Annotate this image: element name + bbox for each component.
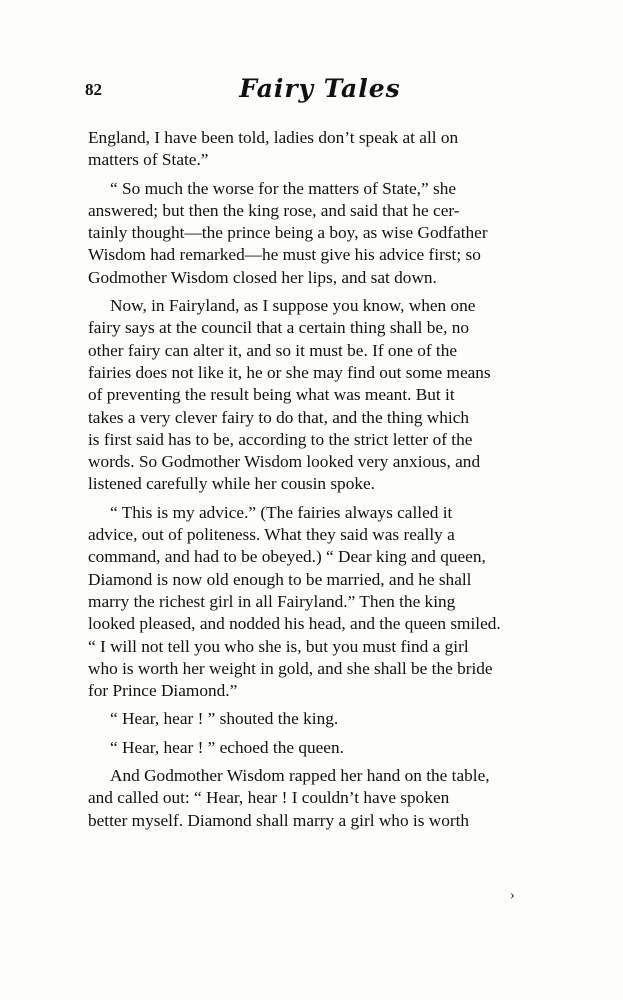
line: Godmother Wisdom closed her lips, and sat down. <box>88 267 437 287</box>
line: Diamond is now old enough to be married, and he shall <box>88 569 472 589</box>
line: England, I have been told, ladies don’t speak at all on <box>88 128 459 147</box>
line: who is worth her weight in gold, and she shall be the bride <box>88 658 493 678</box>
line: of preventing the result being what was meant. But it <box>88 385 455 405</box>
paragraph-3 <box>88 295 546 496</box>
paragraph-6 <box>88 737 546 759</box>
paragraph-5 <box>88 708 546 730</box>
line: “ So much the worse for the matters of State,” she <box>110 178 457 198</box>
page-number: 82 <box>85 80 102 99</box>
line: “ Hear, hear ! ” echoed the queen. <box>110 737 344 757</box>
line: answered; but then the king rose, and said that he cer- <box>88 200 460 220</box>
line: And Godmother Wisdom rapped her hand on the table, <box>110 766 490 786</box>
line: and called out: “ Hear, hear ! I couldn’t have spoken <box>88 788 450 808</box>
line: words. So Godmother Wisdom looked very anxious, and <box>88 452 481 472</box>
line: “ Hear, hear ! ” shouted the king. <box>110 709 339 729</box>
paragraph-7 <box>88 765 546 832</box>
line: “ This is my advice.” (The fairies always called it <box>110 502 453 522</box>
paragraph-4 <box>88 502 546 703</box>
paragraph-2 <box>88 178 546 289</box>
line: fairies does not like it, he or she may find out some means <box>88 362 491 382</box>
line: advice, out of politeness. What they said was really a <box>88 525 455 545</box>
line: is first said has to be, according to the strict letter of the <box>88 429 473 449</box>
line: for Prince Diamond.” <box>88 681 238 701</box>
tail-mark: › <box>510 888 515 903</box>
running-title: Fairy Tales <box>239 74 401 103</box>
body-text <box>88 127 546 838</box>
line: other fairy can alter it, and so it must be. If one of the <box>88 340 458 360</box>
line: marry the richest girl in all Fairyland.” Then the king <box>88 591 456 611</box>
line: better myself. Diamond shall marry a girl who is worth <box>88 810 470 830</box>
line: Wisdom had remarked—he must give his advice first; so <box>88 245 481 265</box>
line: listened carefully while her cousin spoke. <box>88 474 375 494</box>
line: Now, in Fairyland, as I suppose you know, when one <box>110 296 476 316</box>
running-header <box>85 74 555 104</box>
line: looked pleased, and nodded his head, and the queen smiled. <box>88 614 501 634</box>
line: command, and had to be obeyed.) “ Dear king and queen, <box>88 547 486 567</box>
line: matters of State.” <box>88 150 209 170</box>
line: takes a very clever fairy to do that, and the thing which <box>88 407 470 427</box>
line: tainly thought—the prince being a boy, as wise Godfather <box>88 223 488 243</box>
paragraph-1 <box>88 127 546 172</box>
line: “ I will not tell you who she is, but you must find a girl <box>88 636 469 656</box>
line: fairy says at the council that a certain thing shall be, no <box>88 318 470 338</box>
